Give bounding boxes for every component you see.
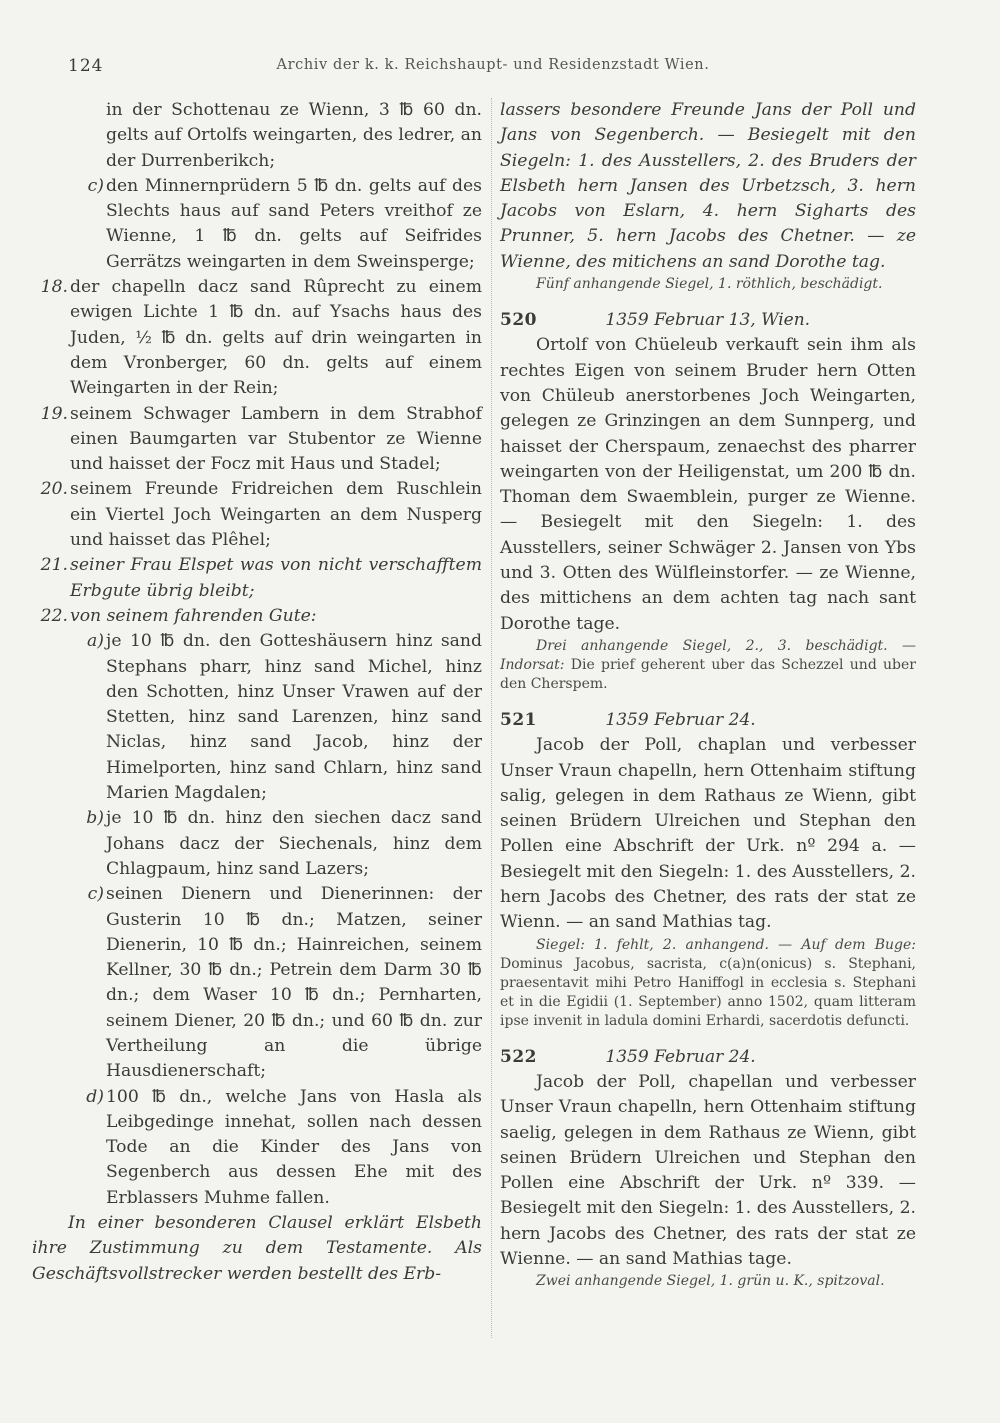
list-item [68,174,482,275]
entry-heading [500,308,916,333]
entry-number: 521 [500,709,537,730]
entry-heading [500,1045,916,1070]
item-text: je 10 ℔ dn. den Gotteshäusern hinz sand Stephans pharr, hinz sand Michel, hinz den Schotten, hinz Unser Vrawen auf der Stetten, hinz sand Larenzen, hinz sand Niclas, hinz sand Jacob, hinz der Himelporten, hinz sand Chlarn, hinz sand Marien Magdalen; [106,631,482,804]
item-label: a) [87,631,104,652]
entry-number: 520 [500,310,537,331]
list-item [32,604,482,629]
right-column [500,98,916,1291]
entry-date: 1359 Februar 24. [605,1046,756,1067]
list-item [32,275,482,401]
entry-text: Ortolf von Chüeleub verkauft sein ihm als rechtes Eigen von seinem Bruder hern Otten von Chüleub anerstorbenes Joch Weingarten, gelegen ze Grinzingen an dem Sunnperg, und haisset der Cherspaum, zenaechst des pharrer weingarten von der Heiligenstat, um 200 ℔ dn. Thoman dem Swaemblein, purger ze Wienne. — Besiegelt mit den Siegeln: 1. des Ausstellers, seiner Schwäger 2. Jansen von Ybs und 3. Otten des Wülfleinstorfer. — ze Wienne, des mittichens an dem achten tag nach sant Dorothe tage. [500,335,916,634]
page-number: 124 [68,56,104,76]
entry-date: 1359 Februar 13, Wien. [605,310,811,331]
list-item [68,806,482,882]
item-text: je 10 ℔ dn. hinz den siechen dacz sand Johans dacz der Siechenals, hinz dem Chlagpaum, hinz sand Lazers; [106,808,482,879]
item-label: c) [87,175,104,196]
seal-note: Zwei anhangende Siegel, 1. grün u. K., spitzoval. [536,1273,885,1290]
item-text: 100 ℔ dn., welche Jans von Hasla als Leibgedinge innehat, sollen nach dessen Tode an die Kinder des Jans von Segenberch aus dessen Ehe mit des Erblassers Muhme fallen. [106,1086,482,1208]
item-number: 19. [40,403,68,424]
item-text: der chapelln dacz sand Rûprecht zu einem ewigen Lichte 1 ℔ dn. auf Ysachs haus des Juden, ½ ℔ dn. gelts auf drin weingarten in dem Vronberger, 60 dn. gelts auf einem Weingarten in der Rein; [70,277,482,399]
item-text: den Minnernprüdern 5 ℔ dn. gelts auf des Slechts haus auf sand Peters vreithof ze Wienne, 1 ℔ dn. gelts auf Seifrides Gerrätzs weingarten in dem Sweinsperge; [106,175,482,272]
entry-heading [500,708,916,733]
list-item [32,477,482,553]
item-label: d) [86,1086,104,1107]
list-item [68,98,482,174]
item-text: von seinem fahrenden Gute: [70,605,317,626]
item-number: 21. [40,555,68,576]
list-item [32,402,482,478]
item-number: 22. [40,605,68,626]
list-item [32,553,482,604]
entry-date: 1359 Februar 24. [605,709,756,730]
list-item [68,1085,482,1211]
seal-note: Siegel: 1. fehlt, 2. anhangend. — Auf dem Buge: Dominus Jacobus, sacrista, c(a)n(onicus) s. Stephani, praesentavit mihi Petro Haniffogl in ecclesia s. Stephani et in die Egidii (1. September) anno 1502, quam litteram ipse invenit in ladula domini Erhardi, sacerdotis defuncti. [500,936,916,1029]
list-item [68,882,482,1084]
seal-note: Drei anhangende Siegel, 2., 3. beschädigt. — Indorsat: Die prief geherent uber das Schezzel und uber den Cherspem. [500,637,916,692]
page-header [68,56,918,80]
left-column [32,98,482,1287]
item-text: seinem Freunde Fridreichen dem Ruschlein ein Viertel Joch Weingarten an dem Nusperg und haisset das Plêhel; [70,479,482,551]
item-text: seinem Schwager Lambern in dem Strabhof einen Baumgarten var Stubentor ze Wienne und haisset der Focz mit Haus und Stadel; [70,403,482,475]
item-number: 20. [40,479,68,500]
column-divider [491,98,492,1338]
item-text: seinen Dienern und Dienerinnen: der Gusterin 10 ℔ dn.; Matzen, seiner Dienerin, 10 ℔ dn.; Hainreichen, seinem Kellner, 30 ℔ dn.; Petrein dem Darm 30 ℔ dn.; dem Waser 10 ℔ dn.; Pernharten, seinem Diener, 20 ℔ dn.; und 60 ℔ dn. zur Vertheilung an die übrige Hausdienerschaft; [106,884,482,1082]
list-item [68,629,482,806]
entry-text: Jacob der Poll, chapellan und verbesser Unser Vraun chapelln, hern Ottenhaim stiftung saelig, gelegen in dem Rathaus ze Wienn, gibt seinen Brüdern Ulreichen und Stephan den Pollen eine Abschrift der Urk. nº 339. — Besiegelt mit den Siegeln: 1. des Ausstellers, 2. hern Jacobs des Chetner, des rats der stat ze Wienne. — an sand Mathias tage. [500,1071,916,1269]
running-head: Archiv der k. k. Reichshaupt- und Residenzstadt Wien. [276,57,710,73]
item-label: b) [86,808,104,829]
entry-number: 522 [500,1046,537,1067]
entry-text: Jacob der Poll, chaplan und verbesser Unser Vraun chapelln, hern Ottenhaim stiftung salig, gelegen in dem Rathaus ze Wienn, gibt seinen Brüdern Ulreichen und Stephan den Pollen eine Abschrift der Urk. nº 294 a. — Besiegelt mit den Siegeln: 1. des Ausstellers, 2. hern Jacobs des Chetner, des rats der stat ze Wienn. — an sand Mathias tag. [500,735,916,933]
item-text: seiner Frau Elspet was von nicht verschafftem Erbgute übrig bleibt; [70,555,482,601]
item-text: in der Schottenau ze Wienn, 3 ℔ 60 dn. gelts auf Ortolfs weingarten, des ledrer, an der Durrenberikch; [106,100,482,171]
item-label: c) [87,884,104,905]
closing-paragraph: In einer besonderen Clausel erklärt Elsbeth ihre Zustimmung zu dem Testamente. Als Geschäftsvollstrecker werden bestellt des Erb- [32,1213,482,1284]
seal-note: Fünf anhangende Siegel, 1. röthlich, beschädigt. [536,276,883,293]
continued-paragraph: lassers besondere Freunde Jans der Poll und Jans von Segenberch. — Besiegelt mit den Siegeln: 1. des Ausstellers, 2. des Bruders der Elsbeth hern Jansen des Urbetzsch, 3. hern Jacobs von Eslarn, 4. hern Sigharts des Prunner, 5. hern Jacobs des Chetner. — ze Wienne, des mitichens an sand Dorothe tag. [500,100,916,272]
item-number: 18. [40,277,68,298]
